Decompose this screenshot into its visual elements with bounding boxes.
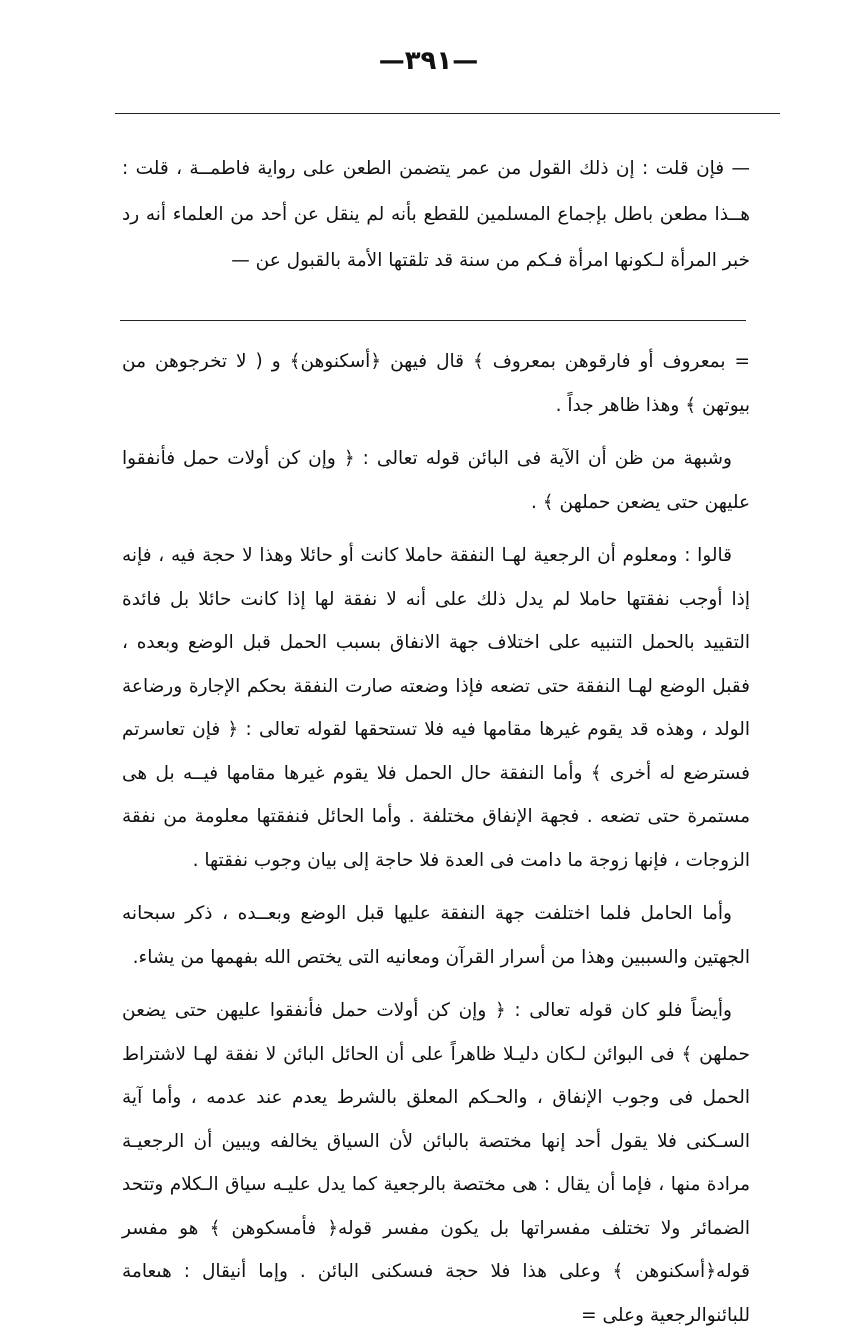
footnote-paragraph-4: وأما الحامل فلما اختلفت جهة النفقة عليها قبل الوضع وبعــده ، ذكر سبحانه الجهتين والسببين وهذا من أسرار القرآن ومعانيه التى يختص الله بفهمها من يشاء. [122,903,750,968]
main-paragraph: — فإن قلت : إن ذلك القول من عمر يتضمن الطعن على رواية فاطمــة ، قلت : هــذا مطعن باطل بإجماع المسلمين للقطع بأنه لم ينقل عن أحد من العلماء أنه رد خبر المرأة لـكونها امرأة فـكم من سنة قد تلقتها الأمة بالقبول عن — [122,158,750,271]
page-number: —٣٩١— [378,46,479,76]
footnote-block [122,340,750,1337]
footnote-paragraph-5: وأيضاً فلو كان قوله تعالى : ﴿ وإن كن أولات حمل فأنفقوا عليهن حتى يضعن حملهن ﴾ فى البوائن لـكان دليـلا ظاهراً على أن الحائل البائن لا نفقة لهـا لاشتراط الحمل فى وجوب الإنفاق ، والحـكم المعلق بالشرط يعدم عند عدمه ، وأما آية السـكنى فلا يقول أحد إنها مختصة بالبائن لأن السياق يخالفه ويبين أن الرجعيـة مرادة منها ، فإما أن يقال : هى مختصة بالرجعية كما يدل عليـه سياق الـكلام وتتحد الضمائر ولا تختلف مفسراتها بل يكون مفسر قوله﴿ فأمسكوهن ﴾ هو مفسر قوله﴿أسكنوهن ﴾ وعلى هذا فلا حجة فىسكنى البائن . وإما أنيقال : هىعامة للبائنوالرجعية وعلى = [122,1000,750,1326]
header-rule [115,113,780,114]
footnote-paragraph-3: قالوا : ومعلوم أن الرجعية لهـا النفقة حاملا كانت أو حائلا وهذا لا حجة فيه ، فإنه إذا أوجب نفقتها حاملا لم يدل ذلك على أنه لا نفقة لها إذا كانت حائلا بل فائدة التقييد بالحمل التنبيه على اختلاف جهة الانفاق بسبب الحمل قبل الوضع وبعده ، فقبل الوضع لهـا النفقة حتى تضعه فإذا وضعته صارت النفقة بحكم الإجارة ورضاعة الولد ، وهذه قد يقوم غيرها مقامها فيه فلا تستحقها لقوله تعالى : ﴿ فإن تعاسرتم فسترضع له أخرى ﴾ وأما النفقة حال الحمل فلا يقوم غيرها مقامها فيــه بل هى مستمرة حتى تضعه . فجهة الإنفاق مختلفة . وأما الحائل فنفقتها معلومة من نفقة الزوجات ، فإنها زوجة ما دامت فى العدة فلا حاجة إلى بيان وجوب نفقتها . [122,545,750,871]
footnote-paragraph-1: = بمعروف أو فارقوهن بمعروف ﴾ قال فيهن ﴿أسكنوهن﴾ و ( لا تخرجوهن من بيوتهن ﴾ وهذا ظاهر جداً . [122,351,750,416]
footnote-paragraph-2: وشبهة من ظن أن الآية فى البائن قوله تعالى : ﴿ وإن كن أولات حمل فأنفقوا عليهن حتى يضعن حملهن ﴾ . [122,448,750,513]
main-text-block [122,146,750,284]
footnote-separator-rule [120,320,746,321]
